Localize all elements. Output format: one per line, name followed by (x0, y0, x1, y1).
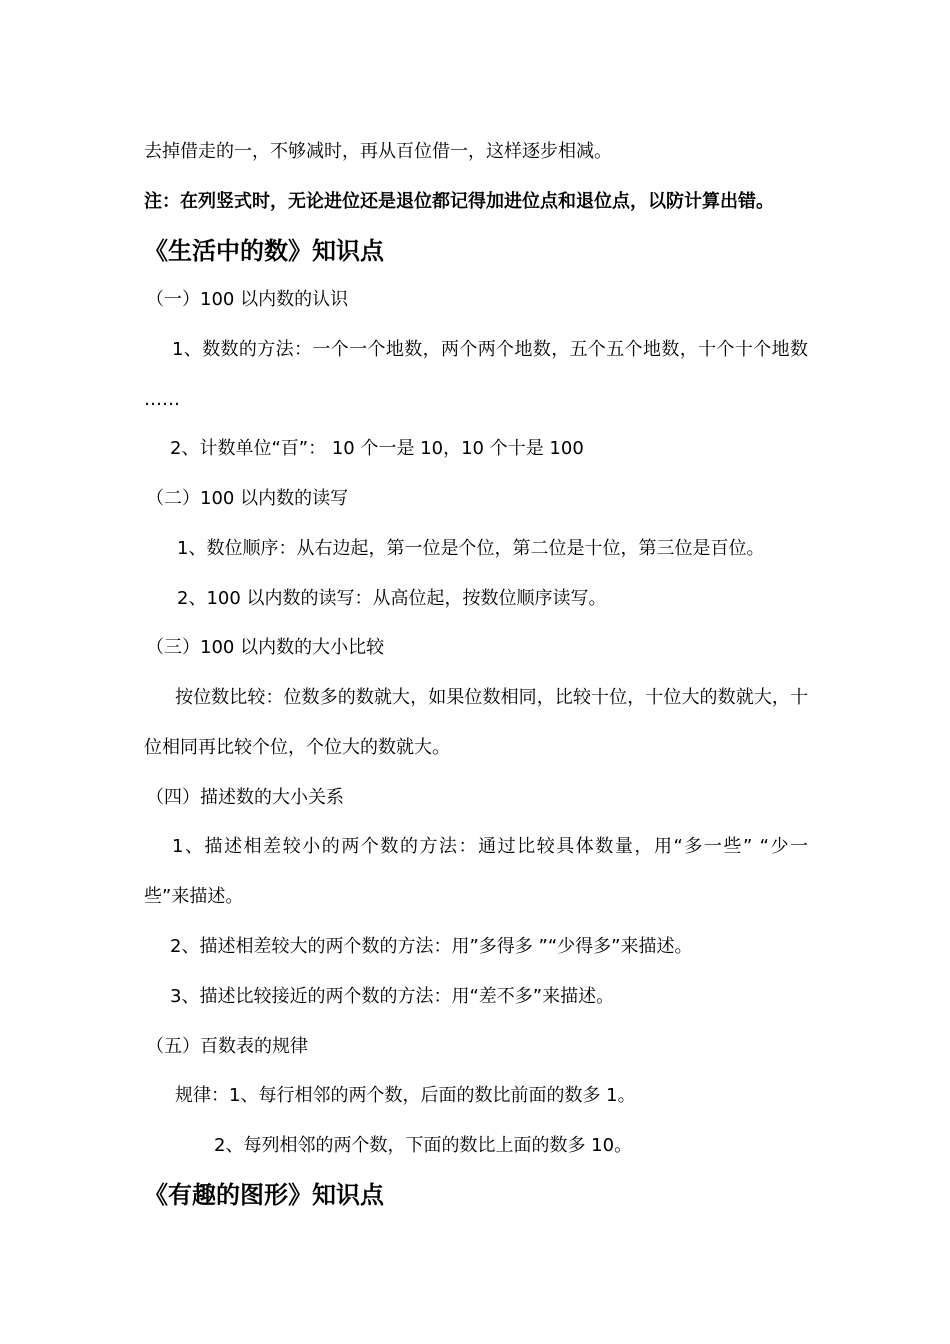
text-line: 3、描述比较接近的两个数的方法：用“差不多”来描述。 (170, 986, 615, 1007)
subsection-heading: （一）100 以内数的认识 (146, 289, 349, 310)
note-line: 注：在列竖式时，无论进位还是退位都记得加进位点和退位点，以防计算出错。 (144, 191, 774, 212)
subsection-heading: （五）百数表的规律 (146, 1036, 308, 1057)
text-line: 2、计数单位“百”： 10 个一是 10，10 个十是 100 (170, 438, 584, 459)
section-heading: 《生活中的数》知识点 (144, 237, 384, 265)
text-line: 1、描述相差较小的两个数的方法：通过比较具体数量，用“多一些” “少一 (172, 836, 808, 857)
subsection-heading: （四）描述数的大小关系 (146, 787, 344, 808)
subsection-heading: （二）100 以内数的读写 (146, 488, 349, 509)
text-line: 2、100 以内数的读写：从高位起，按数位顺序读写。 (177, 588, 607, 609)
text-line: 1、数位顺序：从右边起，第一位是个位，第二位是十位，第三位是百位。 (177, 538, 765, 559)
text-line: 2、每列相邻的两个数，下面的数比上面的数多 10。 (214, 1135, 633, 1156)
text-line: 1、数数的方法：一个一个地数，两个两个地数，五个五个地数，十个十个地数 (172, 339, 808, 360)
text-line: 些”来描述。 (144, 886, 244, 907)
text-line: 2、描述相差较大的两个数的方法：用”多得多 ”“少得多”来描述。 (170, 936, 693, 957)
section-heading: 《有趣的图形》知识点 (144, 1181, 384, 1209)
text-line: 去掉借走的一，不够减时，再从百位借一，这样逐步相减。 (144, 141, 612, 162)
subsection-heading: （三）100 以内数的大小比较 (146, 637, 385, 658)
text-line: …… (144, 389, 180, 410)
text-line: 规律：1、每行相邻的两个数，后面的数比前面的数多 1。 (175, 1085, 636, 1106)
text-line: 按位数比较：位数多的数就大，如果位数相同，比较十位，十位大的数就大，十 (175, 687, 808, 708)
text-line: 位相同再比较个位，个位大的数就大。 (144, 737, 450, 758)
